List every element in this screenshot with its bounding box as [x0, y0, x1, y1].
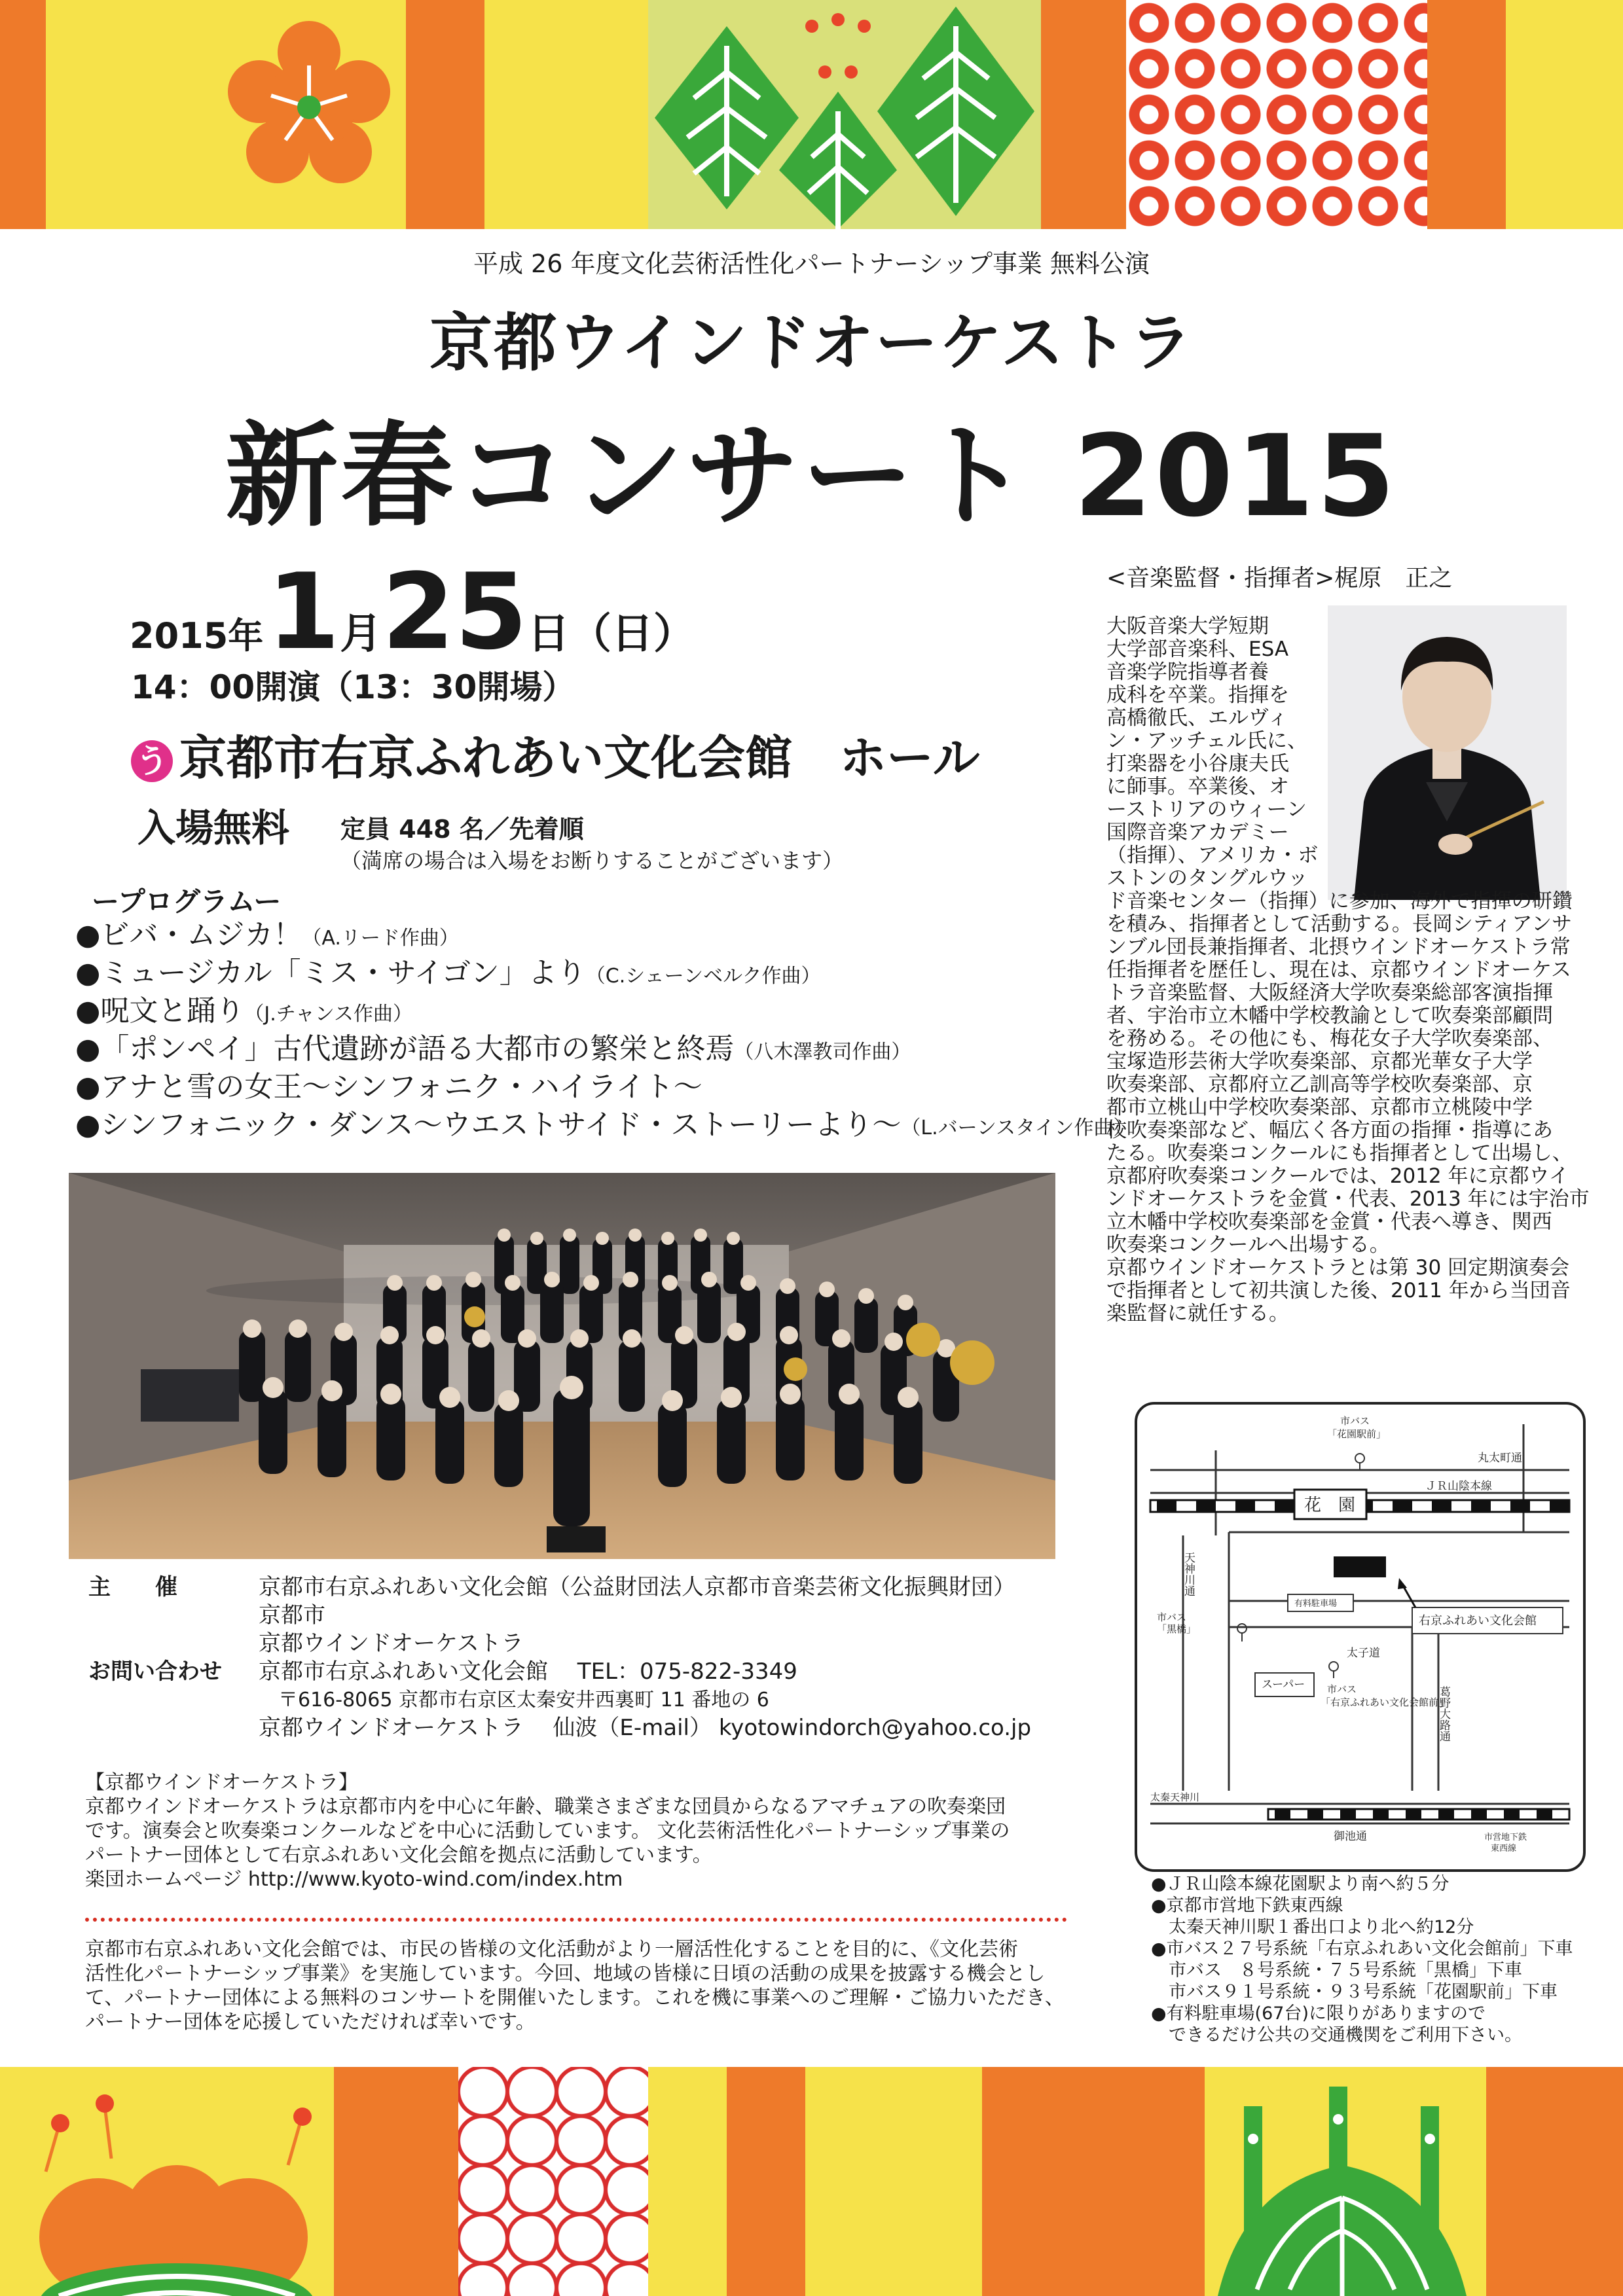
access-notes: [1151, 1873, 1573, 2046]
access-map-drawing: [1137, 1405, 1583, 1869]
yellow-panel: [183, 0, 406, 229]
program-list: [75, 916, 1133, 1144]
event-date: [130, 550, 695, 673]
program-composer: （八木澤教司作曲）: [734, 1041, 911, 1064]
program-composer: （C.シェーンベルク作曲）: [585, 965, 821, 988]
program-composer: （J.チャンス作曲）: [244, 1003, 412, 1026]
access-note: ●市バス２７号系統「右京ふれあい文化会館前」下車: [1151, 1939, 1573, 1959]
bio-line: 京都府吹奏楽コンクールでは、2012 年に京都ウイ: [1106, 1164, 1569, 1188]
bio-line: 者、宇治市立木幡中学校教諭として吹奏楽部顧問: [1106, 1004, 1553, 1028]
access-note: 太秦天神川駅１番出口より北へ約12分: [1151, 1917, 1474, 1937]
orchestra-title: 京都ウインドオーケストラ: [429, 306, 1194, 380]
yellow-stripe: [484, 0, 648, 229]
map-label: 太秦天神川: [1150, 1791, 1200, 1803]
map-label: 市バス: [1157, 1611, 1187, 1623]
map-label: 太子道: [1347, 1647, 1380, 1660]
host-line: 京都市右京ふれあい文化会館（公益財団法人京都市音楽芸術文化振興財団）: [259, 1574, 1015, 1600]
orchestra-info-line: パートナー団体として右京ふれあい文化会館を拠点に活動しています。: [85, 1844, 712, 1867]
contact-line: 〒616-8065 京都市右京区太秦安井西裏町 11 番地の 6: [259, 1689, 769, 1712]
access-note: ●有料駐車場(67台)に限りがありますので: [1151, 2003, 1486, 2024]
bamboo-pine-icon: [1205, 2067, 1486, 2296]
yellow-stripe: [1506, 0, 1623, 229]
admission-free: 入場無料: [137, 806, 290, 850]
access-note: できるだけ公共の交通機関をご利用下さい。: [1151, 2025, 1522, 2045]
program-title: ●呪文と踊り: [75, 994, 245, 1028]
access-map: [1135, 1402, 1586, 1872]
map-label: 天神川通: [1182, 1552, 1195, 1596]
program-title: ●アナと雪の女王～シンフォニク・ハイライト～: [75, 1070, 702, 1103]
bio-line: ストンのタングルウッ: [1106, 867, 1308, 890]
program-item: [75, 1030, 1133, 1068]
program-item: [75, 1106, 1133, 1144]
bio-line: 任指揮者を歴任し、現在は、京都ウインドオーケス: [1106, 958, 1571, 982]
event-subtitle: 平成 26 年度文化芸術活性化パートナーシップ事業 無料公演: [473, 249, 1150, 278]
plum-branch-icon: [0, 2067, 334, 2296]
event-time: 14：00開演（13：30開場）: [131, 668, 575, 706]
program-title: ●ビバ・ムジカ！: [75, 918, 302, 952]
map-label: 有料駐車場: [1294, 1599, 1338, 1609]
bio-line: 宝塚造形芸術大学吹奏楽部、京都光華女子大学: [1106, 1050, 1533, 1073]
bio-line: に師事。卒業後、オ: [1106, 775, 1289, 798]
bio-line: ーストリアのウィーン: [1106, 798, 1307, 821]
red-ring-pattern: [458, 2067, 648, 2296]
access-note: ●ＪＲ山陰本線花園駅より南へ約５分: [1151, 1874, 1450, 1894]
orange-stripe: [1041, 0, 1126, 229]
bio-line: 高橋徹氏、エルヴィ: [1106, 706, 1288, 730]
program-item: [75, 992, 1133, 1030]
host-line: 京都ウインドオーケストラ: [259, 1630, 524, 1657]
map-label: 東西線: [1491, 1844, 1517, 1854]
yellow-stripe: [46, 0, 183, 229]
access-note: ●京都市営地下鉄東西線: [1151, 1895, 1343, 1916]
contact-line: 京都ウインドオーケストラ 仙波（E-mail） kyotowindorch@yahoo.co.jp: [259, 1715, 1032, 1741]
bio-line: 吹奏楽コンクールへ出場する。: [1106, 1233, 1390, 1257]
bio-line: （指揮）、アメリカ・ボ: [1106, 844, 1319, 867]
orange-stripe: [406, 0, 484, 229]
program-title: ●シンフォニック・ダンス～ウエストサイド・ストーリーより～: [75, 1108, 902, 1141]
program-item: [75, 916, 1133, 954]
red-pattern-panel: [1126, 0, 1427, 229]
orchestra-info-line: です。演奏会と吹奏楽コンクールなどを中心に活動しています。 文化芸術活性化パートナーシップ事業の: [85, 1820, 1010, 1842]
capacity-note: （満席の場合は入場をお断りすることがございます）: [340, 848, 844, 873]
top-decorative-band: [0, 0, 1623, 229]
bio-line: ド音楽センター（指揮）に参加、海外で指揮の研鑽: [1106, 889, 1573, 913]
orange-stripe: [334, 2067, 458, 2296]
venue-logo-icon: う: [131, 740, 173, 782]
orange-stripe: [727, 2067, 805, 2296]
capacity: 定員 448 名／先着順: [340, 815, 584, 844]
orchestra-info-line: 京都ウインドオーケストラは京都市内を中心に年齢、職業さまざまな団員からなるアマチュアの吹奏楽団: [85, 1795, 1006, 1818]
message-line: 活性化パートナーシップ事業》を実施しています。今回、地域の皆様に日頃の活動の成果を披露する機会とし: [85, 1962, 1046, 1985]
orange-stripe: [982, 2067, 1205, 2296]
bio-line: ン・アッチェル氏に、: [1106, 729, 1307, 753]
bio-line: 京都ウインドオーケストラとは第 30 回定期演奏会: [1106, 1256, 1570, 1280]
map-label: 花 園: [1304, 1496, 1356, 1515]
pine-tree-icon: [648, 0, 1041, 229]
access-note: 市バス９１号系統・９３号系統「花園駅前」下車: [1151, 1982, 1558, 2002]
conductor-bio-wide: [1106, 889, 1590, 1325]
concert-title: 新春コンサート 2015: [225, 410, 1398, 542]
orange-stripe: [1486, 2067, 1623, 2296]
program-composer: （A.リード作曲）: [302, 927, 459, 950]
map-label: スーパー: [1262, 1678, 1305, 1691]
bio-line: 吹奏楽部、京都府立乙訓高等学校吹奏楽部、京: [1106, 1073, 1533, 1096]
program-composer: （L.バーンスタイン作曲）: [901, 1117, 1133, 1139]
program-item: [75, 1068, 1133, 1106]
date-month-unit: 月: [340, 610, 382, 658]
message-line: パートナー団体を応援していただければ幸いです。: [85, 2011, 536, 2034]
date-day-unit: 日: [527, 610, 570, 658]
program-heading: ープログラムー: [92, 886, 282, 918]
yellow-stripe: [805, 2067, 982, 2296]
event-venue: [131, 720, 980, 788]
host-contact-info: [88, 1573, 1070, 1744]
message-line: て、パートナー団体による無料のコンサートを開催いたします。これを機に事業へのご理解・ご協力いただき、: [85, 1986, 1065, 2009]
bio-line: 音楽学院指導者養: [1106, 660, 1269, 684]
orange-stripe: [1427, 0, 1506, 229]
program-item: [75, 954, 1133, 992]
orchestra-photo-image: [69, 1173, 1055, 1559]
contact-line: 京都市右京ふれあい文化会館 TEL：075-822-3349: [259, 1659, 797, 1685]
bio-line: を務める。その他にも、梅花女子大学吹奏楽部、: [1106, 1027, 1553, 1050]
venue-name: 京都市右京ふれあい文化会館 ホール: [179, 730, 980, 785]
map-label: 「右京ふれあい文化会館前」: [1321, 1696, 1449, 1708]
date-month: 1: [266, 550, 340, 673]
map-label: 御池通: [1334, 1830, 1367, 1843]
orchestra-info: [85, 1770, 1067, 1892]
host-label: 主 催: [88, 1574, 177, 1600]
bio-line: たる。吹奏楽コンクールにも指揮者として出場し、: [1106, 1141, 1573, 1165]
orchestra-homepage-link[interactable]: 楽団ホームページ http://www.kyoto-wind.com/index.htm: [85, 1868, 623, 1891]
bio-line: 都市立桃山中学校吹奏楽部、京都市立桃陵中学: [1106, 1096, 1533, 1119]
bio-line: 立木幡中学校吹奏楽部を金賞・代表へ導き、関西: [1106, 1210, 1552, 1234]
bio-line: 大学部音楽科、ESA: [1106, 637, 1289, 661]
bio-line: 楽監督に就任する。: [1106, 1302, 1289, 1325]
orchestra-info-heading: 【京都ウインドオーケストラ】: [85, 1771, 358, 1794]
bio-line: トラ音楽監督、大阪経済大学吹奏楽総部客演指揮: [1106, 981, 1553, 1005]
hall-message: [85, 1937, 1074, 2034]
map-label: 「黒橋」: [1157, 1623, 1197, 1635]
contact-label: お問い合わせ: [88, 1659, 222, 1685]
date-weekday: （日）: [569, 610, 695, 658]
conductor-heading: <音楽監督・指揮者>梶原 正之: [1106, 565, 1453, 592]
map-label: 丸太町通: [1478, 1452, 1522, 1465]
date-year: 2015年: [130, 615, 264, 656]
map-label: ＪＲ山陰本線: [1425, 1480, 1492, 1493]
program-title: ●ミュージカル「ミス・サイゴン」より: [75, 956, 586, 990]
orchestra-photo: [69, 1173, 1055, 1559]
access-note: 市バス ８号系統・７５号系統「黒橋」下車: [1151, 1960, 1522, 1981]
map-label: 葛野大路通: [1437, 1686, 1450, 1742]
dotted-divider: [85, 1918, 1067, 1922]
date-day: 25: [382, 550, 528, 673]
bio-line: で指揮者として初共演した後、2011 年から当団音: [1106, 1279, 1571, 1302]
bio-line: 校吹奏楽部など、幅広く各方面の指揮・指導にあ: [1106, 1119, 1553, 1142]
orange-stripe: [0, 0, 46, 229]
conductor-bio: [1106, 615, 1590, 1325]
map-label: 「花園駅前」: [1327, 1428, 1387, 1440]
map-label: 市バス: [1327, 1683, 1357, 1695]
map-label: 右京ふれあい文化会館: [1419, 1614, 1537, 1628]
program-title: ●「ポンペイ」古代遺跡が語る大都市の繁栄と終焉: [75, 1032, 735, 1066]
host-line: 京都市: [259, 1602, 325, 1628]
bio-line: 大阪音楽大学短期: [1106, 615, 1269, 638]
yellow-panel: [1205, 2067, 1486, 2296]
map-label: 市バス: [1340, 1415, 1370, 1427]
bio-line: を積み、指揮者として活動する。長岡シティアンサ: [1106, 912, 1573, 936]
message-line: 京都市右京ふれあい文化会館では、市民の皆様の文化活動がより一層活性化することを目的に、《文化芸術: [85, 1938, 1018, 1961]
yellow-panel: [0, 2067, 334, 2296]
bio-line: 打楽器を小谷康夫氏: [1106, 752, 1289, 776]
bio-line: 成科を卒業。指揮を: [1106, 683, 1289, 707]
bio-line: 国際音楽アカデミー: [1106, 821, 1289, 844]
yellow-stripe: [648, 2067, 727, 2296]
bottom-decorative-band: [0, 2067, 1623, 2296]
green-tree-panel: [648, 0, 1041, 229]
plum-flower-icon: [183, 0, 406, 229]
bio-line: ンドオーケストラを金賞・代表、2013 年には宇治市: [1106, 1187, 1590, 1211]
conductor-bio-narrow: [1106, 615, 1322, 890]
map-label: 市営地下鉄: [1484, 1833, 1527, 1842]
bio-line: ンブル団長兼指揮者、北摂ウインドオーケストラ常: [1106, 935, 1571, 959]
